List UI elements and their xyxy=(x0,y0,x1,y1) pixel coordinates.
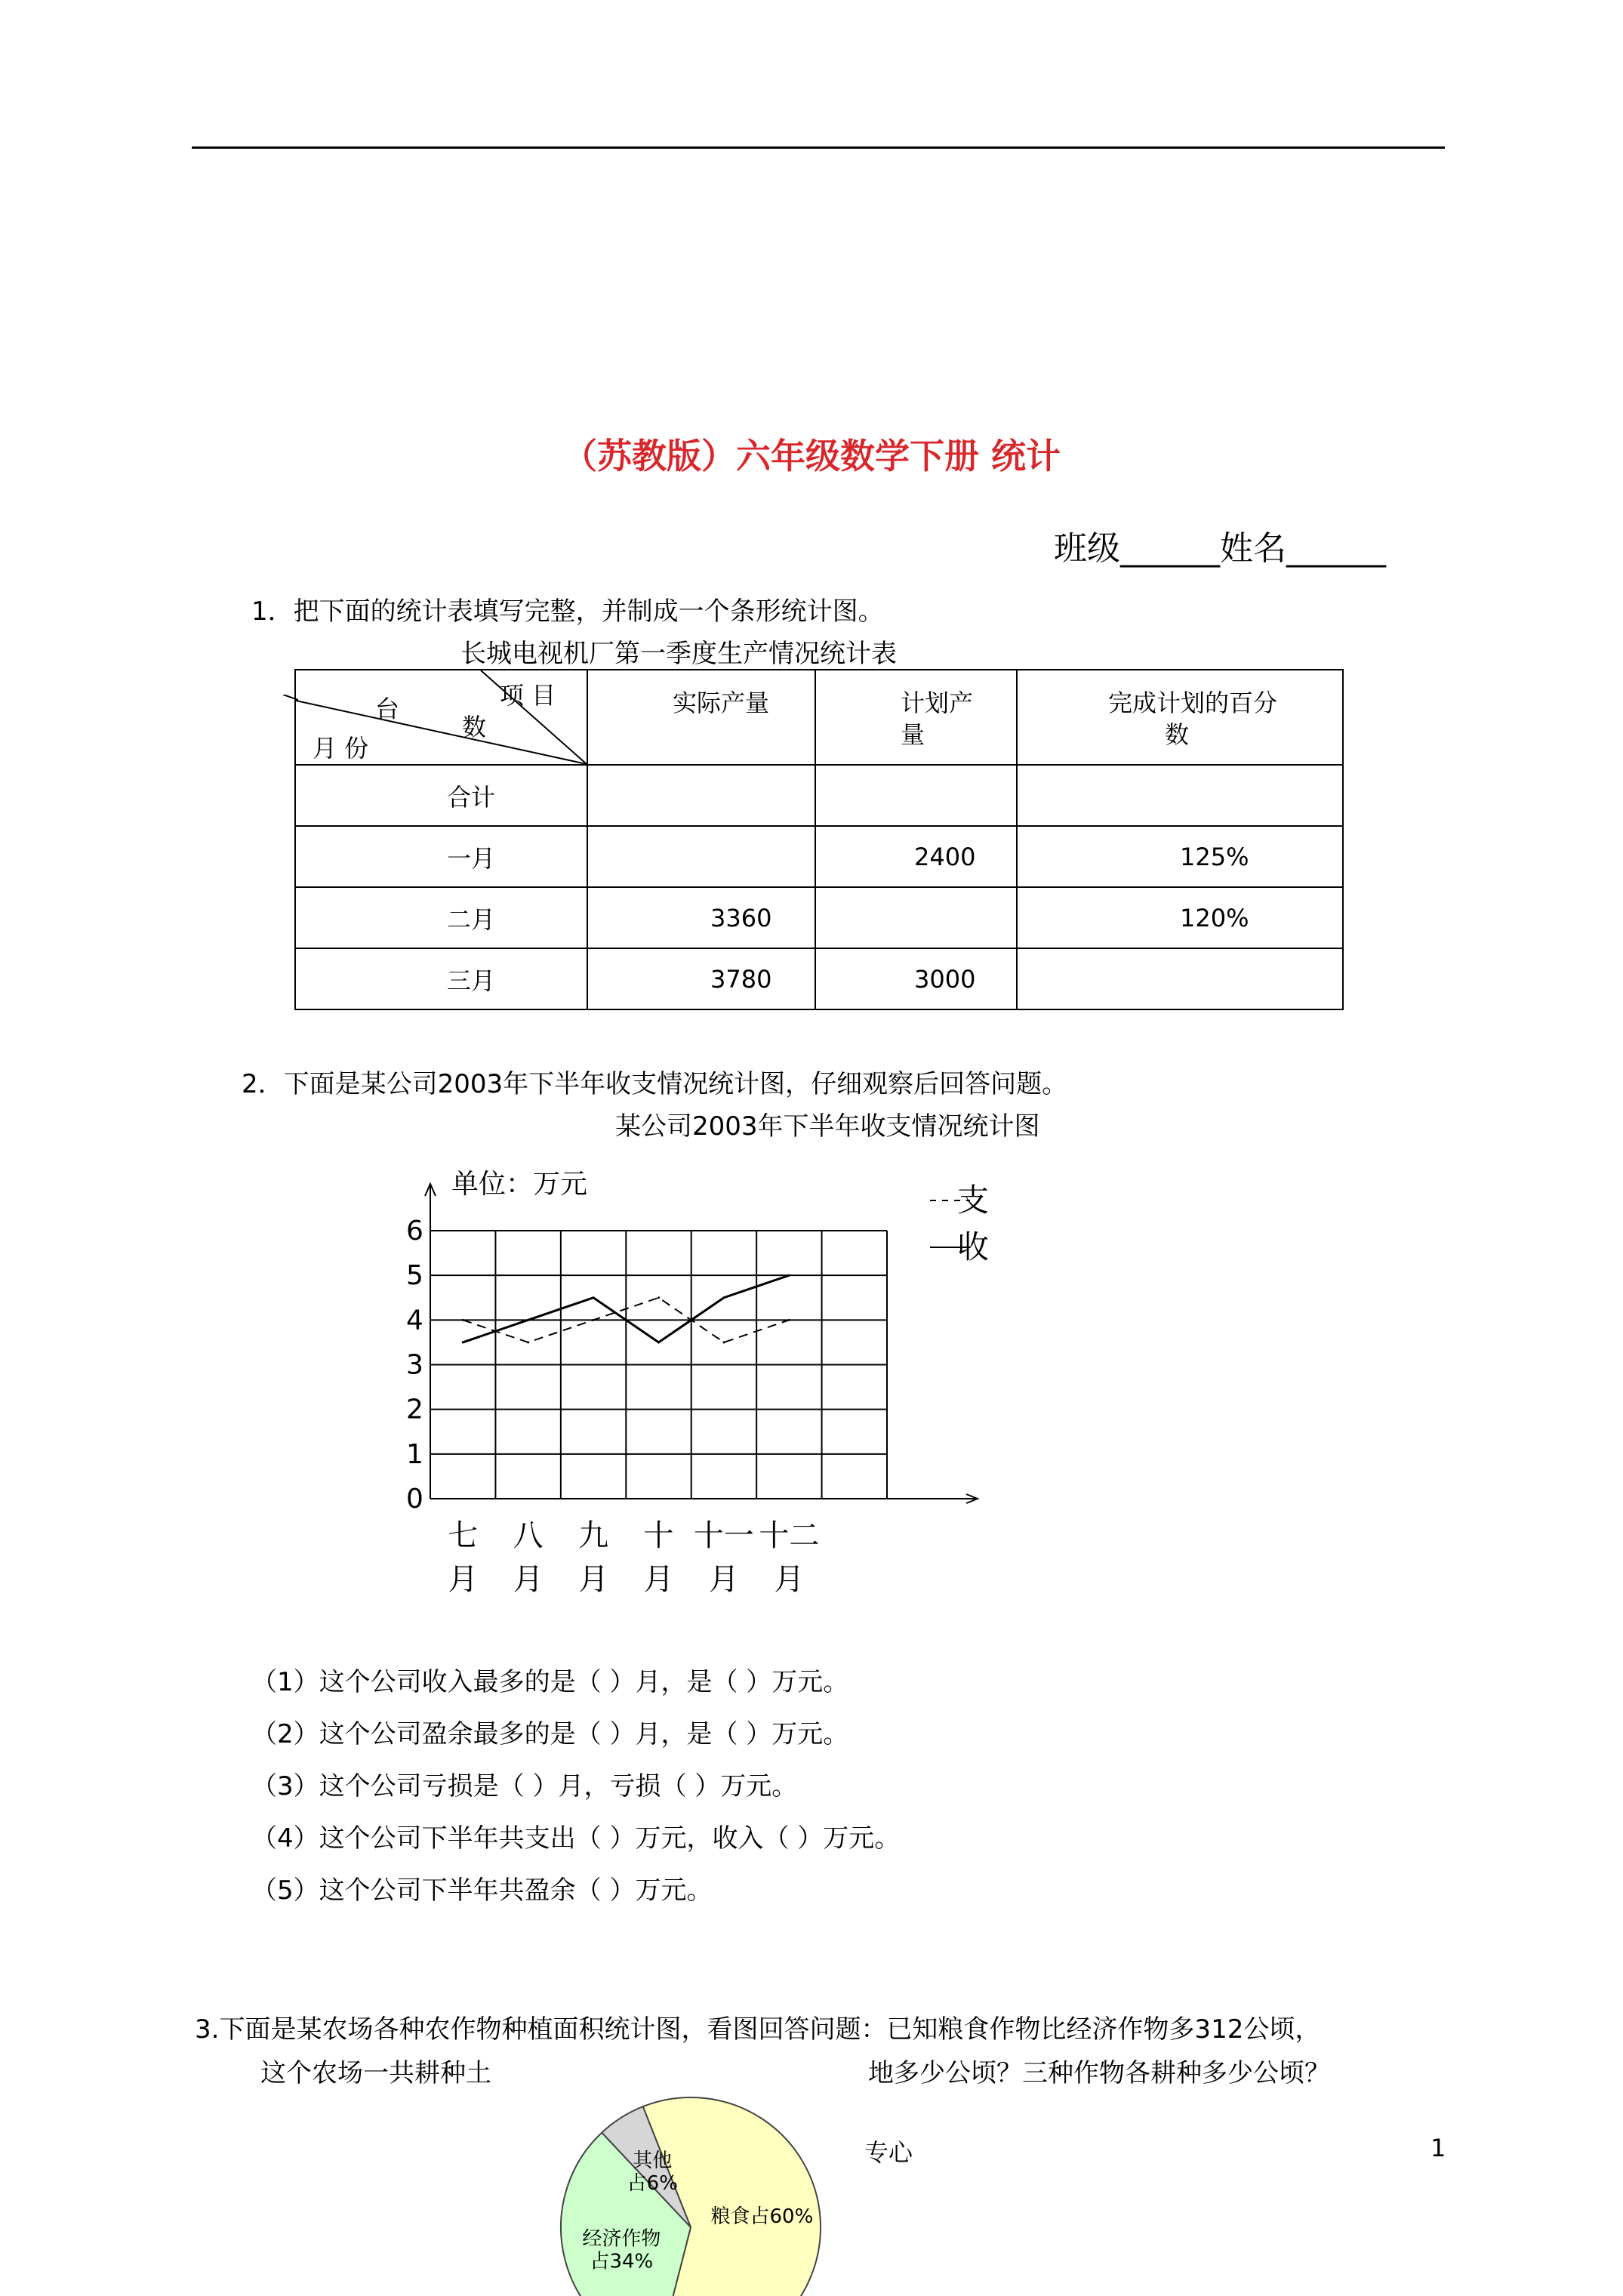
cell-percent[interactable]: 120% xyxy=(1017,887,1343,948)
cell-actual[interactable]: 3360 xyxy=(587,887,815,948)
data-point xyxy=(462,1319,464,1321)
q1-prompt: 1．把下面的统计表填写完整，并制成一个条形统计图。 xyxy=(251,596,884,627)
q2-prompt: 2．下面是某公司2003年下半年收支情况统计图，仔细观察后回答问题。 xyxy=(242,1069,1068,1099)
cell-actual[interactable] xyxy=(587,765,815,826)
pie-label: 占34% xyxy=(590,2250,654,2273)
q2-questions xyxy=(251,1661,900,1922)
class-name-line: 班级______姓名______ xyxy=(1054,529,1386,568)
y-tick-label: 1 xyxy=(406,1438,423,1470)
data-point xyxy=(527,1341,529,1343)
page-title: （苏教版）六年级数学下册 统计 xyxy=(562,436,1061,476)
y-tick-label: 3 xyxy=(406,1349,423,1381)
x-tick-label: 月 xyxy=(643,1562,674,1597)
data-point xyxy=(527,1319,529,1321)
x-tick-label: 月 xyxy=(578,1562,609,1597)
header-actual: 实际产量 xyxy=(587,670,815,765)
header-shu: 数 xyxy=(462,713,487,741)
q2-question: （2）这个公司盈余最多的是（ ）月，是（ ）万元。 xyxy=(251,1719,849,1749)
header-yuefen: 月 份 xyxy=(313,734,369,763)
pie-label: 粮食占60% xyxy=(710,2205,814,2229)
pie-label: 占6% xyxy=(627,2172,678,2196)
crop-pie-chart xyxy=(559,2095,830,2296)
cell-actual[interactable] xyxy=(587,826,815,887)
y-tick-label: 2 xyxy=(406,1394,423,1425)
data-point xyxy=(462,1341,464,1343)
chart-ticks xyxy=(406,1216,819,1597)
cell-plan[interactable] xyxy=(815,887,1017,948)
x-tick-label: 十二 xyxy=(759,1518,820,1553)
cell-month: 合计 xyxy=(295,765,587,826)
legend-name: 支 xyxy=(956,1182,989,1219)
y-tick-label: 5 xyxy=(406,1260,423,1292)
cell-month: 二月 xyxy=(295,887,587,948)
y-tick-label: 0 xyxy=(406,1484,423,1515)
data-point xyxy=(722,1341,725,1343)
x-tick-label: 七 xyxy=(448,1518,479,1553)
q3-line2b: 地多少公顷？三种作物各耕种多少公顷？ xyxy=(868,2058,1330,2088)
chart-legend xyxy=(930,1182,989,1265)
q2-question: （4）这个公司下半年共支出（ ）万元，收入（ ）万元。 xyxy=(251,1823,901,1854)
header-xiangmu: 项 目 xyxy=(500,681,556,710)
data-point xyxy=(658,1341,660,1343)
header-tai: 台 xyxy=(375,695,400,723)
data-point xyxy=(658,1296,660,1299)
table-row xyxy=(295,948,1343,1009)
table-row xyxy=(295,887,1343,948)
header-plan: 计划产 量 xyxy=(815,670,1017,765)
chart-axes xyxy=(425,1184,978,1503)
data-point xyxy=(788,1319,790,1321)
pie-label: 经济作物 xyxy=(582,2227,661,2251)
x-tick-label: 十一 xyxy=(693,1518,754,1553)
cell-month: 一月 xyxy=(295,826,587,887)
x-tick-label: 月 xyxy=(708,1562,739,1597)
q2-question: （3）这个公司亏损是（ ）月，亏损（ ）万元。 xyxy=(251,1771,798,1801)
table-row xyxy=(295,765,1343,826)
table-row xyxy=(295,826,1343,887)
page-number: 1 xyxy=(1431,2134,1446,2162)
q2-question: （5）这个公司下半年共盈余（ ）万元。 xyxy=(251,1875,713,1906)
pie-label: 其他 xyxy=(633,2150,673,2173)
q1-table-title: 长城电视机厂第一季度生产情况统计表 xyxy=(460,639,897,669)
cell-plan[interactable] xyxy=(815,765,1017,826)
diagonal-header-cell xyxy=(295,670,587,765)
x-tick-label: 九 xyxy=(578,1518,609,1553)
chart-ylabel: 单位：万元 xyxy=(451,1169,588,1200)
header-rule xyxy=(192,146,1445,149)
data-point xyxy=(593,1296,595,1299)
header-percent: 完成计划的百分 数 xyxy=(1017,670,1343,765)
table-diagonal-overhang xyxy=(283,695,298,710)
x-tick-label: 月 xyxy=(513,1562,544,1597)
y-tick-label: 6 xyxy=(406,1216,423,1247)
cell-plan[interactable]: 3000 xyxy=(815,948,1017,1009)
data-point xyxy=(788,1274,790,1277)
x-tick-label: 八 xyxy=(513,1518,544,1553)
x-tick-label: 月 xyxy=(448,1562,479,1597)
cell-percent[interactable] xyxy=(1017,948,1343,1009)
data-point xyxy=(593,1319,595,1321)
cell-plan[interactable]: 2400 xyxy=(815,826,1017,887)
production-table xyxy=(294,669,1344,1010)
q2-chart-title: 某公司2003年下半年收支情况统计图 xyxy=(615,1111,1040,1142)
x-tick-label: 月 xyxy=(774,1562,805,1597)
income-expense-line-chart xyxy=(393,1155,996,1623)
legend-name: 收 xyxy=(956,1228,989,1265)
data-point xyxy=(722,1296,725,1299)
q2-question: （1）这个公司收入最多的是（ ）月，是（ ）万元。 xyxy=(251,1667,849,1697)
q3-line2a: 这个农场一共耕种土 xyxy=(260,2058,491,2088)
footer-center: 专心 xyxy=(864,2138,913,2167)
cell-month: 三月 xyxy=(295,948,587,1009)
chart-grid xyxy=(430,1231,887,1499)
y-tick-label: 4 xyxy=(406,1305,423,1336)
q3-line1: 3.下面是某农场各种农作物种植面积统计图，看图回答问题：已知粮食作物比经济作物多312公顷， xyxy=(195,2014,1321,2045)
x-tick-label: 十 xyxy=(643,1518,674,1553)
cell-actual[interactable]: 3780 xyxy=(587,948,815,1009)
cell-percent[interactable] xyxy=(1017,765,1343,826)
cell-percent[interactable]: 125% xyxy=(1017,826,1343,887)
